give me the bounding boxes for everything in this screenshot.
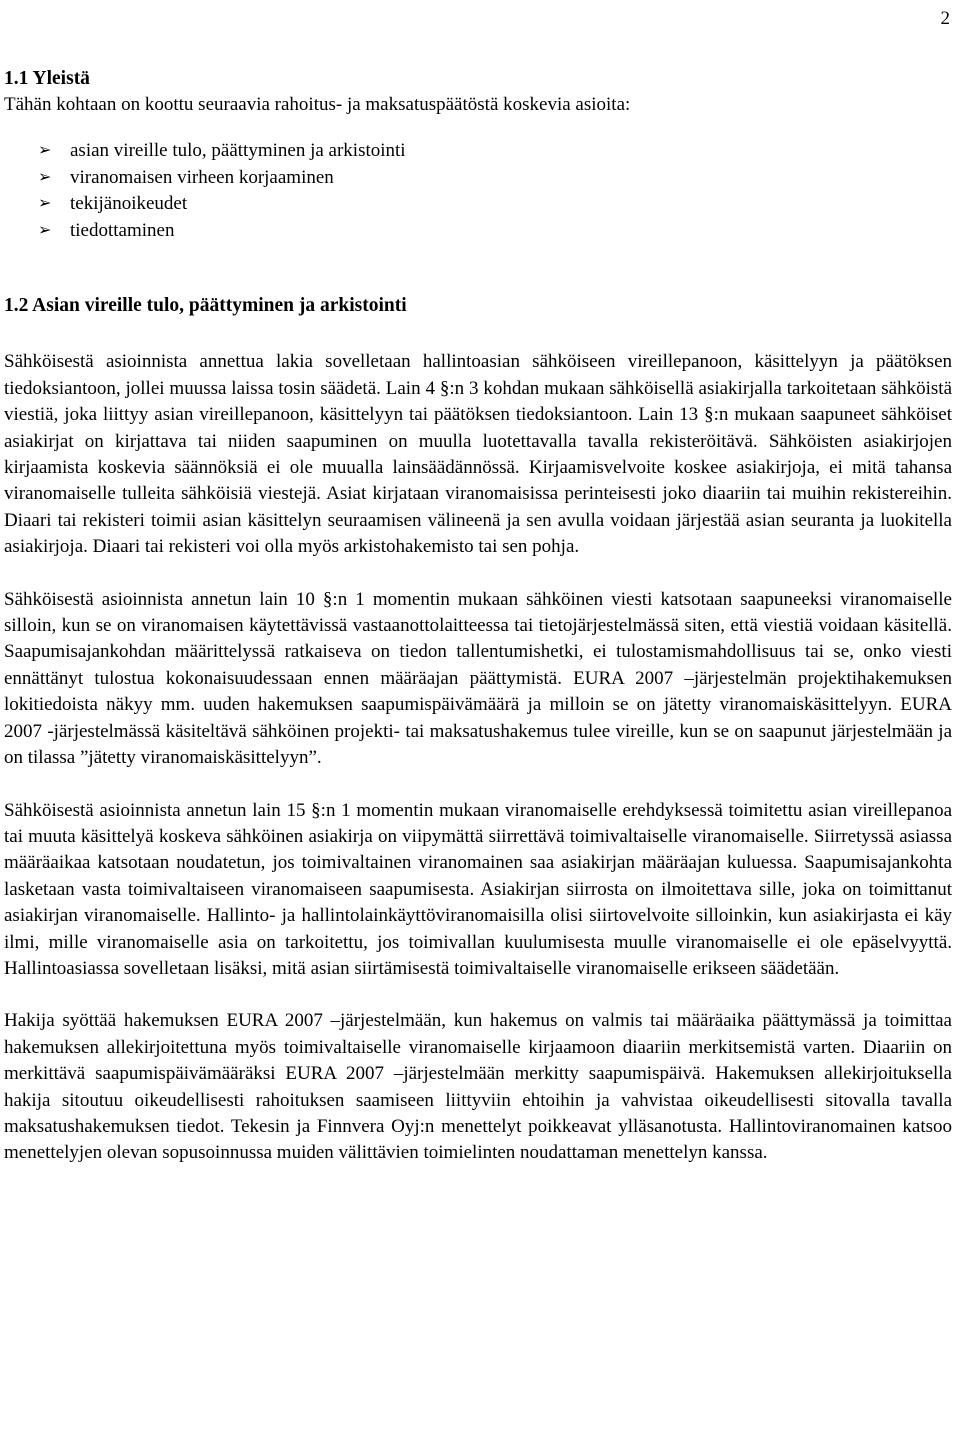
list-item	[38, 218, 952, 245]
body-paragraph: Hakija syöttää hakemuksen EURA 2007 –järjestelmään, kun hakemus on valmis tai määräaika päättymässä ja toimittaa hakemuksen allekirjoitettuna myös toimivaltaiselle viranomaiselle kirjaamoon diaariin merkitsemistä varten. Diaariin on merkittävä saapumispäivämääräksi EURA 2007 –järjestelmään merkitty saapumispäivä. Hakemuksen allekirjoituksella hakija sitoutuu oikeudellisesti rahoituksen saamiseen liittyviin ehtoihin ja vahvistaa oikeudellisesti sitovalla tavalla maksatushakemuksen tiedot. Tekesin ja Finnvera Oyj:n menettelyt poikkeavat ylläsanotusta. Hallintoviranomainen katsoo menettelyjen olevan sopusoinnussa muiden välittävien toimielinten noudattaman menettelyn kanssa.	[4, 1010, 952, 1164]
list-item	[38, 138, 952, 165]
arrowhead-bullet-icon: ➢	[38, 195, 52, 213]
body-paragraph: Sähköisestä asioinnista annetun lain 10 §:n 1 momentin mukaan sähköinen viesti katsotaan saapuneeksi viranomaiselle silloin, kun se on viranomaisen käytettävissä vastaanottolaitteessa tai tietojärjestelmässä siten, että viestiä voidaan käsitellä. Saapumisajankohdan määrittelyssä ratkaiseva on tiedon tallentumishetki, ei tulostamismahdollisuus tai se, onko viesti ennättänyt tulostua kokonaisuudessaan ennen määräajan päättymistä. EURA 2007 –järjestelmän projektihakemuksen lokitiedoista näkyy mm. uuden hakemuksen saapumispäivämäärä ja milloin se on jätetty viranomaiskäsittelyyn. EURA 2007 -järjestelmässä käsiteltävä sähköinen projekti- tai maksatushakemus tulee vireille, kun se on saapunut järjestelmään ja on tilassa ”jätetty viranomaiskäsittelyyn”.	[4, 588, 952, 769]
page-number: 2	[940, 8, 950, 29]
document-body	[4, 66, 952, 1167]
arrowhead-bullet-icon: ➢	[38, 142, 52, 160]
arrowhead-bullet-icon: ➢	[38, 168, 52, 186]
section-heading-vireille-tulo: 1.2 Asian vireille tulo, päättyminen ja arkistointi	[4, 295, 407, 317]
list-item-text: asian vireille tulo, päättyminen ja arkistointi	[70, 140, 406, 162]
list-item-text: viranomaisen virheen korjaaminen	[70, 166, 334, 188]
list-item	[38, 191, 952, 218]
body-paragraph: Sähköisestä asioinnista annettua lakia sovelletaan hallintoasian sähköiseen vireillepanoon, käsittelyyn ja päätöksen tiedoksiantoon, jollei muussa laissa tosin säädetä. Lain 4 §:n 3 kohdan mukaan sähköisellä asiakirjalla tarkoitetaan sähköistä viestiä, joka liittyy asian vireillepanoon, käsittelyyn tai päätöksen tiedoksiantoon. Lain 13 §:n mukaan saapuneet sähköiset asiakirjat on kirjattava tai niiden saapuminen on muulla luotettavalla tavalla rekisteröitävä. Sähköisten asiakirjojen kirjaamista koskevia säännöksiä ei ole muualla lainsäädännössä. Kirjaamisvelvoite koskee asiakirjoja, ei mitä tahansa viranomaiselle tulleita sähköisiä viestejä. Asiat kirjataan viranomaisissa perinteisesti joko diaariin tai muihin rekistereihin. Diaari tai rekisteri toimii asian käsittelyn seuraamisen välineenä ja sen avulla voidaan järjestää asian seuranta ja luokitella asiakirjoja. Diaari tai rekisteri voi olla myös arkistohakemisto tai sen pohja.	[4, 351, 952, 558]
intro-paragraph: Tähän kohtaan on koottu seuraavia rahoitus- ja maksatuspäätöstä koskevia asioita:	[4, 94, 631, 115]
section-heading-yleista: 1.1 Yleistä	[4, 68, 90, 89]
body-paragraph: Sähköisestä asioinnista annetun lain 15 §:n 1 momentin mukaan viranomaiselle erehdyksessä toimitettu asian vireillepanoa tai muuta käsittelyä koskeva sähköinen asiakirja on viipymättä siirrettävä toimivaltaiselle viranomaiselle. Siirretyssä asiassa määräaikaa katsotaan noudatetun, jos toimivaltainen viranomainen saa asiakirjan määräajan kuluessa. Saapumisajankohta lasketaan vasta toimivaltaiseen viranomaiseen saapumisesta. Asiakirjan siirrosta on ilmoitettava sille, joka on toimittanut asiakirjan viranomaiselle. Hallinto- ja hallintolainkäyttöviranomaisilla olisi siirtovelvoite silloinkin, kun asiakirjasta ei käy ilmi, mille viranomaiselle asia on tarkoitettu, jos toimivallan kuulumisesta muulle viranomaiselle ei ole epäselvyyttä. Hallintoasiassa sovelletaan lisäksi, mitä asian siirtämisestä toimivaltaiselle viranomaiselle erikseen säädetään.	[4, 799, 952, 979]
list-item-text: tiedottaminen	[70, 219, 175, 241]
list-item-text: tekijänoikeudet	[70, 193, 188, 215]
topic-list	[4, 138, 952, 244]
list-item	[38, 165, 952, 192]
arrowhead-bullet-icon: ➢	[38, 221, 52, 239]
